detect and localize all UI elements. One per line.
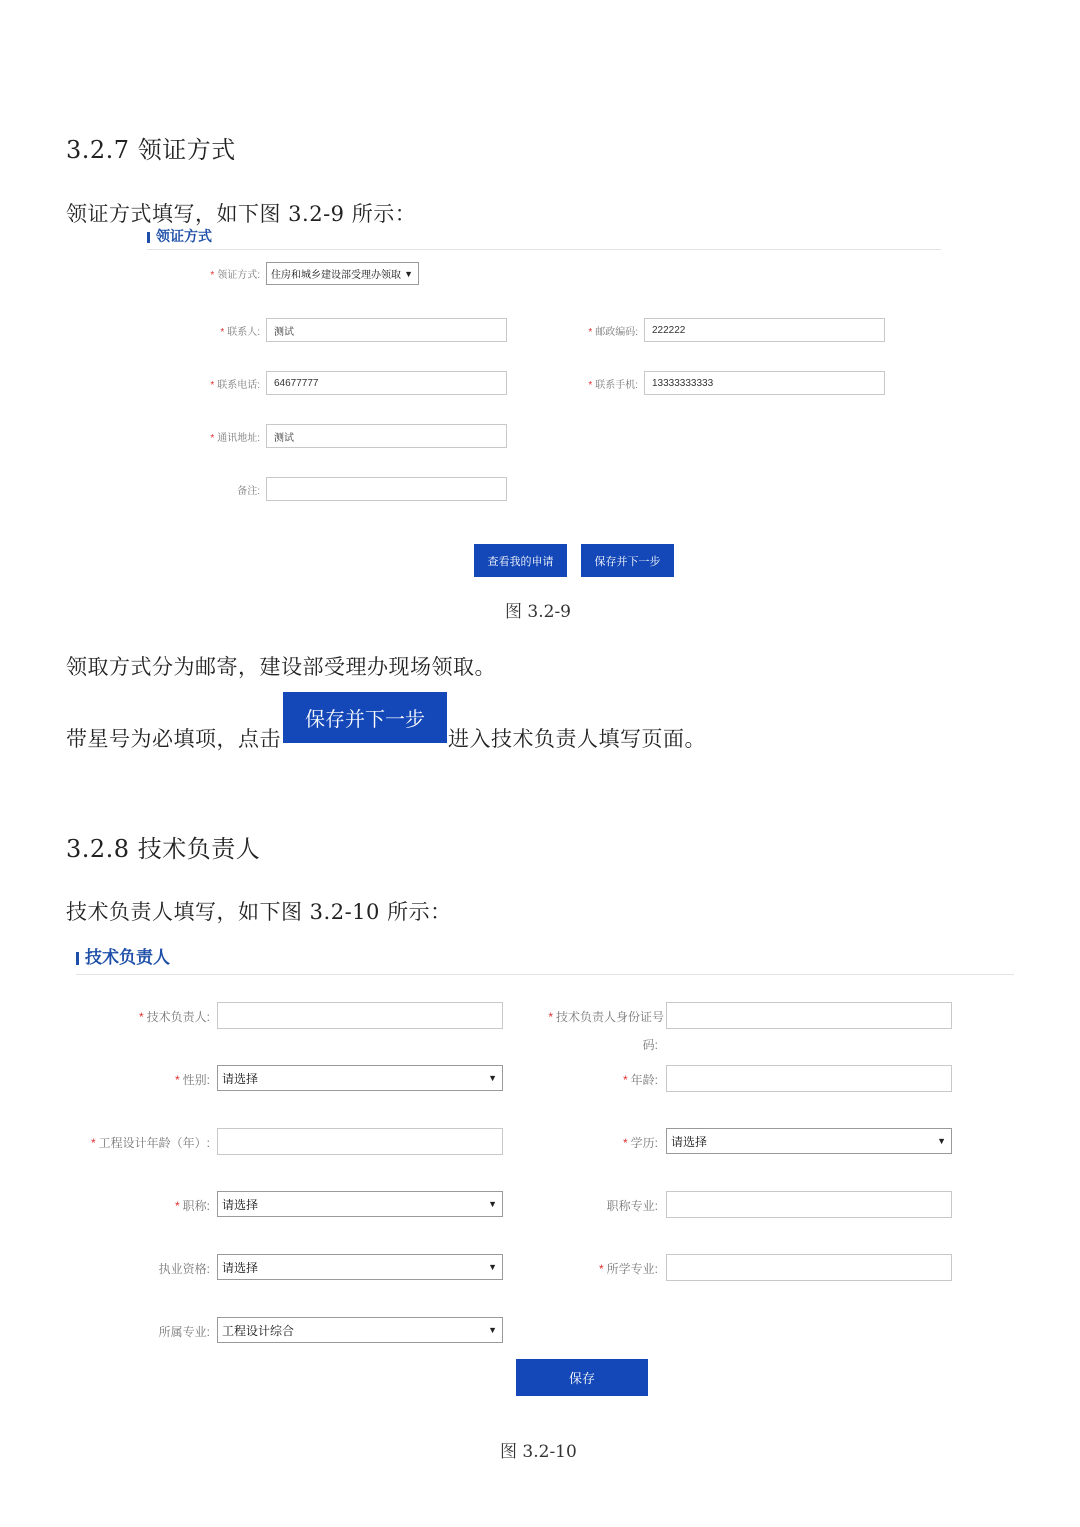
method-label: * 领证方式: — [210, 270, 260, 281]
qualification-select-value: 请选择 — [222, 1260, 259, 1275]
affiliated-major-select[interactable] — [217, 1317, 503, 1343]
title-bar-icon — [76, 952, 79, 965]
qualification-label: 执业资格: — [158, 1262, 210, 1276]
paragraph-intro-1: 领证方式填写，如下图 3.2-9 所示： — [66, 202, 417, 226]
mobile-input[interactable]: 13333333333 — [644, 371, 885, 395]
form-section-title — [76, 947, 170, 969]
gender-select-value: 请选择 — [222, 1071, 259, 1086]
affiliated-major-select-value: 工程设计综合 — [222, 1323, 295, 1338]
required-mark: * — [210, 270, 215, 281]
title-major-input[interactable] — [666, 1191, 952, 1218]
lead-name-label: * 技术负责人: — [138, 1010, 210, 1024]
divider — [76, 974, 1014, 975]
chevron-down-icon: ▼ — [488, 1073, 497, 1083]
education-select-value: 请选择 — [671, 1134, 708, 1149]
chevron-down-icon: ▼ — [937, 1136, 946, 1146]
title-bar-icon — [147, 232, 150, 243]
view-my-application-button[interactable]: 查看我的申请 — [474, 544, 567, 577]
professional-title-select[interactable] — [217, 1191, 503, 1217]
paragraph-required-note-after: 进入技术负责人填写页面。 — [448, 727, 706, 751]
figure-caption-3-2-9: 图 3.2-9 — [505, 602, 571, 622]
remark-input[interactable] — [266, 477, 507, 501]
address-input[interactable]: 测试 — [266, 424, 507, 448]
form-section-title-text: 技术负责人 — [85, 948, 170, 967]
chevron-down-icon: ▼ — [404, 268, 413, 279]
phone-label: * 联系电话: — [210, 380, 260, 391]
form-section-title — [147, 227, 212, 245]
lead-id-label: * 技术负责人身份证号 — [548, 1010, 664, 1024]
section-heading-3-2-7: 3.2.7 领证方式 — [66, 136, 236, 164]
postcode-input[interactable]: 222222 — [644, 318, 885, 342]
professional-title-label: * 职称: — [174, 1199, 210, 1213]
contact-input[interactable]: 测试 — [266, 318, 507, 342]
education-select[interactable] — [666, 1128, 952, 1154]
title-major-label: 职称专业: — [606, 1199, 658, 1213]
design-years-input[interactable] — [217, 1128, 503, 1155]
lead-id-input[interactable] — [666, 1002, 952, 1029]
chevron-down-icon: ▼ — [488, 1325, 497, 1335]
save-and-next-button[interactable]: 保存并下一步 — [581, 544, 674, 577]
paragraph-methods: 领取方式分为邮寄，建设部受理办现场领取。 — [66, 655, 496, 679]
paragraph-intro-2: 技术负责人填写，如下图 3.2-10 所示： — [66, 900, 452, 924]
figure-caption-3-2-10: 图 3.2-10 — [500, 1442, 577, 1462]
form-section-title-text: 领证方式 — [156, 228, 212, 244]
gender-label: * 性别: — [174, 1073, 210, 1087]
gender-select[interactable] — [217, 1065, 503, 1091]
divider — [147, 249, 941, 250]
method-select[interactable] — [266, 262, 419, 285]
method-select-value: 住房和城乡建设部受理办领取 — [271, 270, 401, 281]
postcode-label: * 邮政编码: — [588, 327, 638, 338]
education-label: * 学历: — [622, 1136, 658, 1150]
chevron-down-icon: ▼ — [488, 1199, 497, 1209]
studied-major-input[interactable] — [666, 1254, 952, 1281]
contact-label: * 联系人: — [220, 327, 260, 338]
age-label: * 年龄: — [622, 1073, 658, 1087]
chevron-down-icon: ▼ — [488, 1262, 497, 1272]
affiliated-major-label: 所属专业: — [158, 1325, 210, 1339]
inline-save-and-next-button: 保存并下一步 — [283, 692, 447, 743]
save-button[interactable]: 保存 — [516, 1359, 648, 1396]
age-input[interactable] — [666, 1065, 952, 1092]
mobile-label: * 联系手机: — [588, 380, 638, 391]
lead-id-label-cont: 码: — [642, 1038, 658, 1052]
lead-name-input[interactable] — [217, 1002, 503, 1029]
paragraph-required-note-before: 带星号为必填项，点击 — [66, 727, 281, 751]
remark-label: 备注: — [237, 486, 260, 497]
studied-major-label: * 所学专业: — [598, 1262, 658, 1276]
design-years-label: * 工程设计年龄（年）: — [90, 1136, 210, 1150]
professional-title-select-value: 请选择 — [222, 1197, 259, 1212]
address-label: * 通讯地址: — [210, 433, 260, 444]
section-heading-3-2-8: 3.2.8 技术负责人 — [66, 835, 261, 863]
phone-input[interactable]: 64677777 — [266, 371, 507, 395]
qualification-select[interactable] — [217, 1254, 503, 1280]
